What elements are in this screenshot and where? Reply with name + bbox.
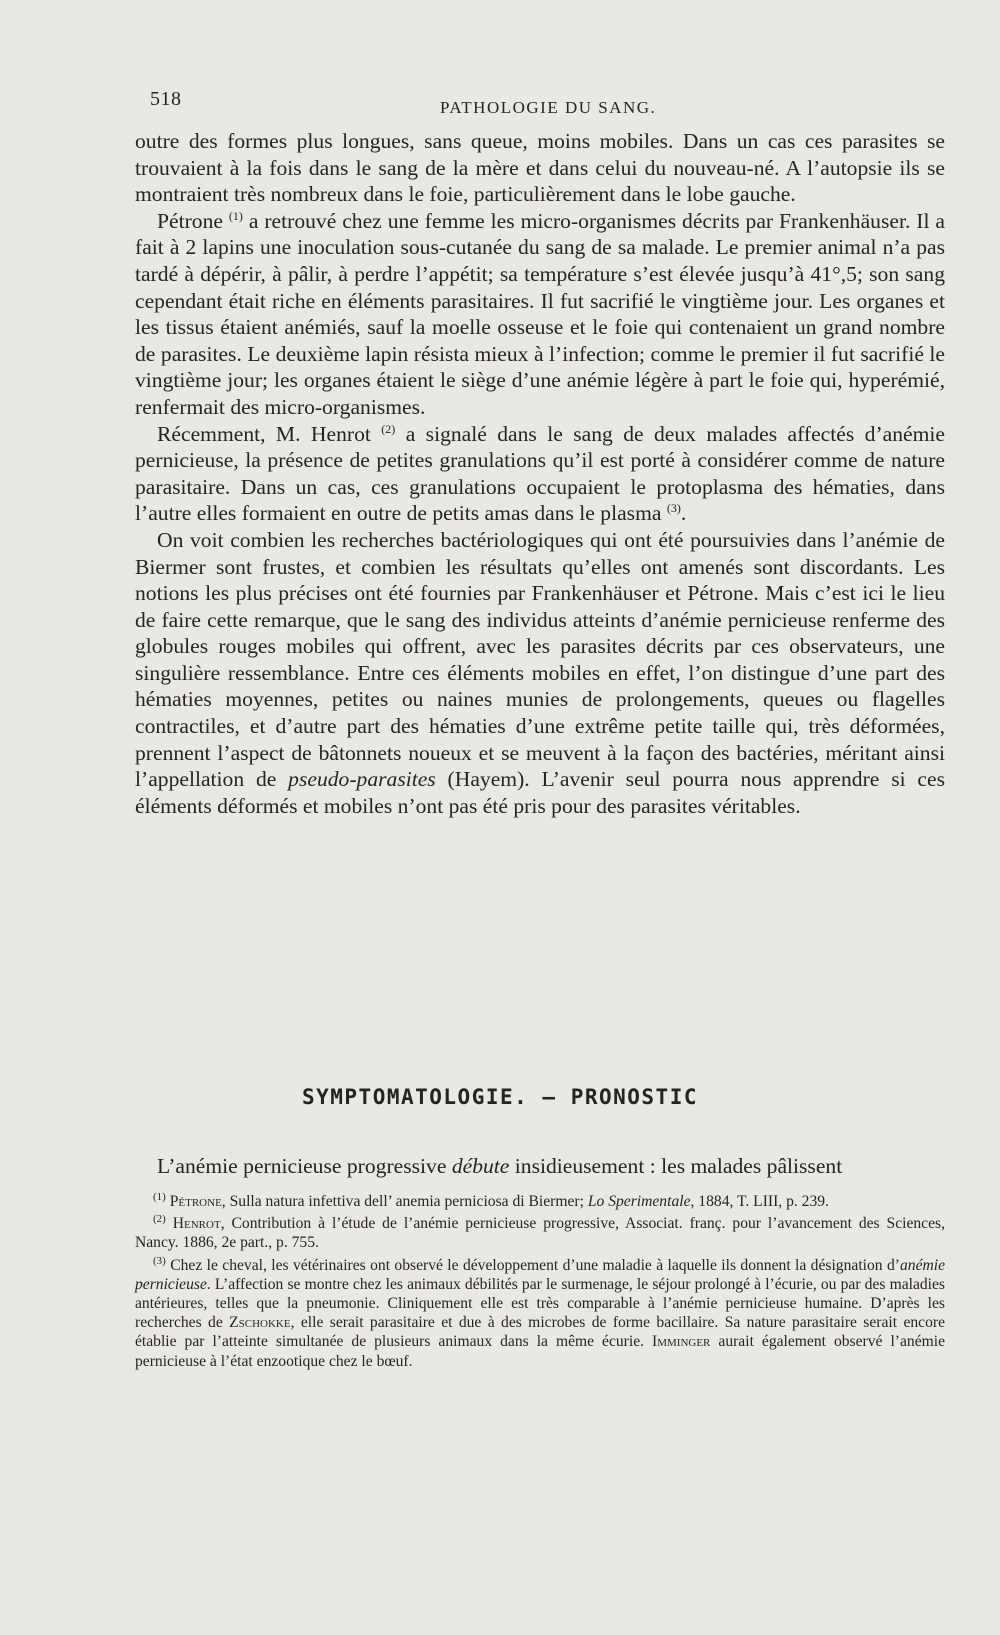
footnote-author: Zschokke [229,1314,291,1332]
footnote-marker: (3) [153,1254,166,1267]
footnote-author: Pétrone [169,1193,222,1210]
footnote-marker: (2) [153,1213,166,1226]
paragraph: Récemment, M. Henrot $^{(2)}$ a signalé dans le sang de deux malades affectés d’anémie pernicieuse, la présence de petites granulations qu’il est porté à considérer comme de nature parasitaire. Dans un cas, ces granulations occupaient le protoplasma des hématies, dans l’autre elles formaient en outre de petits amas dans le plasma $^{(3)}$. [135,421,945,526]
footnote-marker: (1) [153,1190,166,1203]
paragraph: Pétrone $^{(1)}$ a retrouvé chez une femme les micro-organismes décrits par Frankenhäuser. Il a fait à 2 lapins une inoculation sous-cutanée du sang de sa malade. Le premier animal n’a pas tardé à dépérir, à pâlir, à perdre l’appétit; sa température s’est élevée jusqu’à 41°,5; son sang cependant était riche en éléments parasitaires. Il fut sacrifié le vingtième jour. Les organes et les tissus étaient anémiés, sauf la moelle osseuse et le foie qui contenaient un grand nombre de parasites. Le deuxième lapin résista mieux à l’infection; comme le premier il fut sacrifié le vingtième jour; les organes étaient le siège d’une anémie légère à part le foie qui, hyperémié, renfermait des micro-organismes. [135,208,945,419]
paragraph: L’anémie pernicieuse progressive débute insidieusement : les malades pâlissent [157,1154,843,1178]
footnote: $^{(2)}$ Henrot, Contribution à l’étude de l’anémie pernicieuse progressive, Associat. franç. pour l’avancement des Sciences, Nancy. 1886, 2e part., p. 755. [135,1213,945,1252]
body-text [135,128,945,819]
italic-term: débute [451,1154,510,1178]
footnote-reference: (2) [381,421,396,436]
footnote-reference: (3) [666,501,681,516]
footnote-author: Imminger [652,1333,711,1351]
section-heading: SYMPTOMATOLOGIE. — PRONOSTIC [301,1085,698,1109]
footnote-reference: (1) [228,208,243,223]
paragraph: On voit combien les recherches bactériologiques qui ont été poursuivies dans l’anémie de Biermer sont frustes, et combien les résultats qu’elles ont amenés sont discordants. Les notions les plus précises ont été fournies par Frankenhäuser et Pétrone. Mais c’est ici le lieu de faire cette remarque, que le sang des individus atteints d’anémie pernicieuse renferme des globules rouges mobiles qui offrent, avec les parasites décrits par ces observateurs, une singulière ressemblance. Entre ces éléments mobiles en effet, l’on distingue d’une part des hématies moyennes, petites ou naines munies de prolongements, queues ou flagelles contractiles, et d’autre part des hématies d’une extrême petite taille qui, très déformées, prennent l’aspect de bâtonnets noueux et se meuvent à la façon des bactéries, méritant ainsi l’appellation de pseudo-parasites (Hayem). L’avenir seul pourra nous apprendre si ces éléments déformés et mobiles n’ont pas été pris pour des parasites véritables. [135,527,945,818]
page-number: 518 [150,88,182,110]
page-header [150,88,940,118]
italic-term: pseudo-parasites [288,767,436,792]
running-head: PATHOLOGIE DU SANG. [440,98,657,117]
footnote-author: Henrot [172,1215,221,1233]
footnote: $^{(3)}$ Chez le cheval, les vétérinaires ont observé le développement d’une maladie à laquelle ils donnent la désignation d’anémie pernicieuse. L’affection se montre chez les animaux débilités par le surmenage, le séjour prolongé à l’écurie, ou par des maladies antérieures, telles que la pneumonie. Cliniquement elle est très comparable à l’anémie pernicieuse humaine. D’après les recherches de Zschokke, elle serait parasitaire et due à des microbes de forme bacillaire. Sa nature parasitaire serait encore établie par l’atteinte simultanée de plusieurs animaux dans la même écurie. Imminger aurait également observé l’anémie pernicieuse à l’état enzootique chez le bœuf. [135,1254,946,1370]
paragraph: outre des formes plus longues, sans queue, moins mobiles. Dans un cas ces parasites se trouvaient à la fois dans le sang de la mère et dans celui du nouveau-né. A l’autopsie ils se montraient très nombreux dans le foie, particulièrement dans le lobe gauche. [135,129,945,207]
section-body [135,1153,945,1179]
footnote: $^{(1)}$ Pétrone, Sulla natura infettiva dell’ anemia perniciosa di Biermer; Lo Sperimentale, 1884, T. LIII, p. 239. [153,1190,829,1210]
footnotes [135,1192,945,1371]
